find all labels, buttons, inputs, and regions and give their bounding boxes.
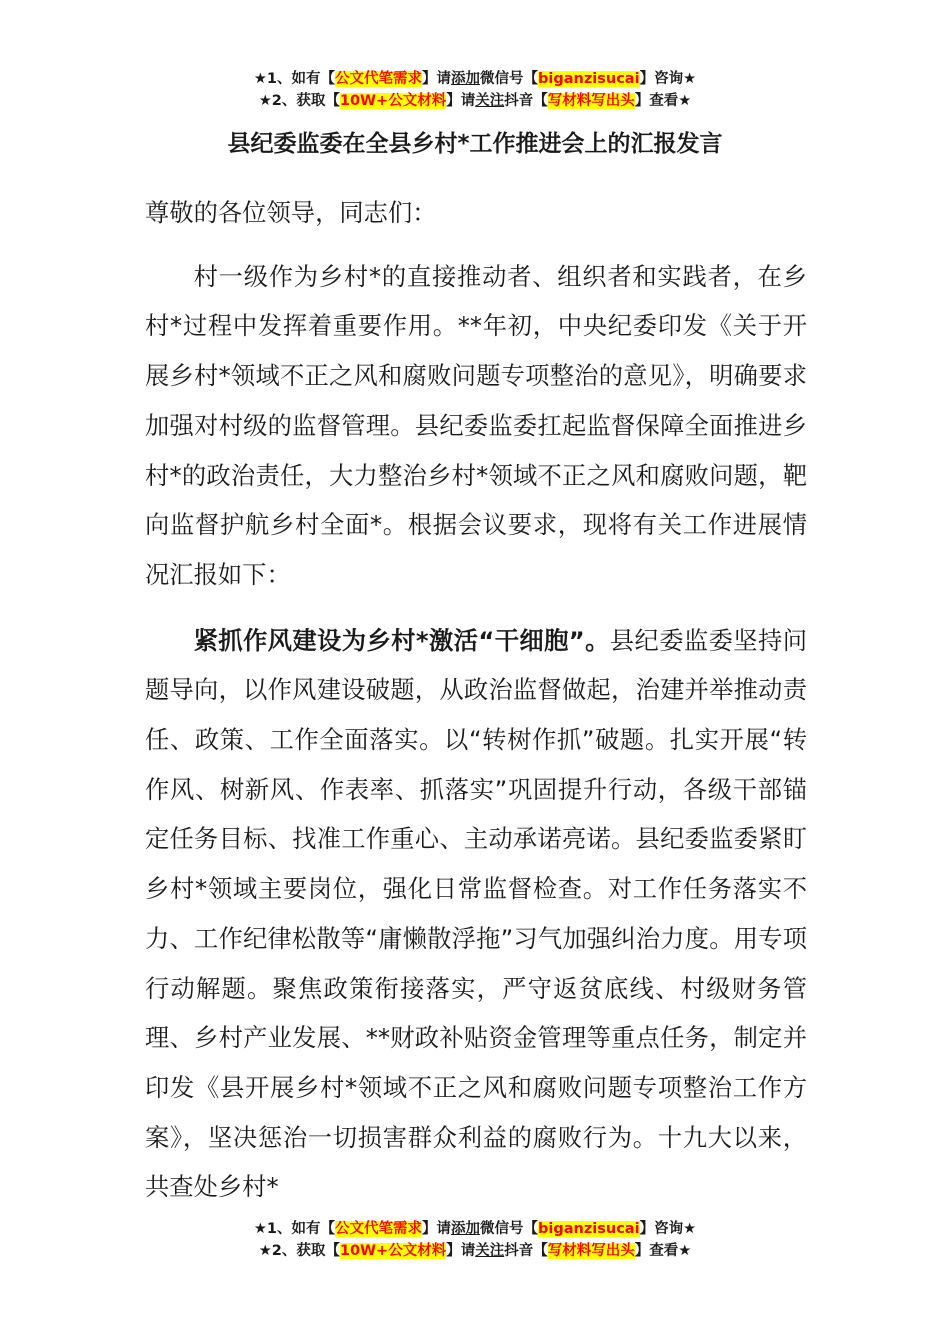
paragraph-heading: 紧抓作风建设为乡村*激活“干细胞”。: [193, 625, 610, 655]
promo-highlight: 公文代笔需求: [335, 71, 423, 87]
promo-highlight: 10W+公文材料: [339, 1243, 447, 1259]
document-body: [145, 188, 807, 1212]
top-promo-banner: [0, 68, 950, 112]
promo-wechat-id: biganzisucai: [538, 71, 640, 87]
promo-highlight: 公文代笔需求: [335, 1221, 423, 1237]
promo-underlined: 关注: [475, 1243, 505, 1259]
promo-douyin-id: 写材料写出头: [547, 93, 635, 109]
bottom-promo-banner: [0, 1218, 950, 1262]
salutation: 尊敬的各位领导，同志们：: [145, 198, 437, 227]
promo-line-1: ★1、如有【公文代笔需求】请添加微信号【biganzisucai】咨询★: [253, 1221, 697, 1237]
promo-highlight: 10W+公文材料: [339, 93, 447, 109]
promo-line-1: ★1、如有【公文代笔需求】请添加微信号【biganzisucai】咨询★: [253, 71, 697, 87]
paragraph-text: 县纪委监委坚持问题导向，以作风建设破题，从政治监督做起，治建并举推动责任、政策、工作全面落实。以“转树作抓”破题。扎实开展“转作风、树新风、作表率、抓落实”巩固提升行动，各级干部锚定任务目标、找准工作重心、主动承诺亮诺。县纪委监委紧盯乡村*领域主要岗位，强化日常监督检查。对工作任务落实不力、工作纪律松散等“庸懒散浮拖”习气加强纠治力度。用专项行动解题。聚焦政策衔接落实，严守返贫底线、村级财务管理、乡村产业发展、**财政补贴资金管理等重点任务，制定并印发《县开展乡村*领域不正之风和腐败问题专项整治工作方案》，坚决惩治一切损害群众利益的腐败行为。十九大以来，共查处乡村*: [145, 625, 807, 1202]
paragraph-intro: 村一级作为乡村*的直接推动者、组织者和实践者，在乡村*过程中发挥着重要作用。**年初，中央纪委印发《关于开展乡村*领域不正之风和腐败问题专项整治的意见》，明确要求加强对村级的监督管理。县纪委监委扛起监督保障全面推进乡村*的政治责任，大力整治乡村*领域不正之风和腐败问题，靶向监督护航乡村全面*。根据会议要求，现将有关工作进展情况汇报如下：: [145, 261, 807, 589]
promo-underlined: 关注: [475, 93, 505, 109]
promo-line-2: ★2、获取【10W+公文材料】请关注抖音【写材料写出头】查看★: [258, 1243, 692, 1259]
promo-underlined: 添加: [451, 1221, 481, 1237]
paragraph-work-style: [145, 616, 807, 1212]
promo-line-2: ★2、获取【10W+公文材料】请关注抖音【写材料写出头】查看★: [258, 93, 692, 109]
promo-underlined: 添加: [451, 71, 481, 87]
promo-wechat-id: biganzisucai: [538, 1221, 640, 1237]
promo-douyin-id: 写材料写出头: [547, 1243, 635, 1259]
document-title: 县纪委监委在全县乡村*工作推进会上的汇报发言: [227, 131, 723, 157]
